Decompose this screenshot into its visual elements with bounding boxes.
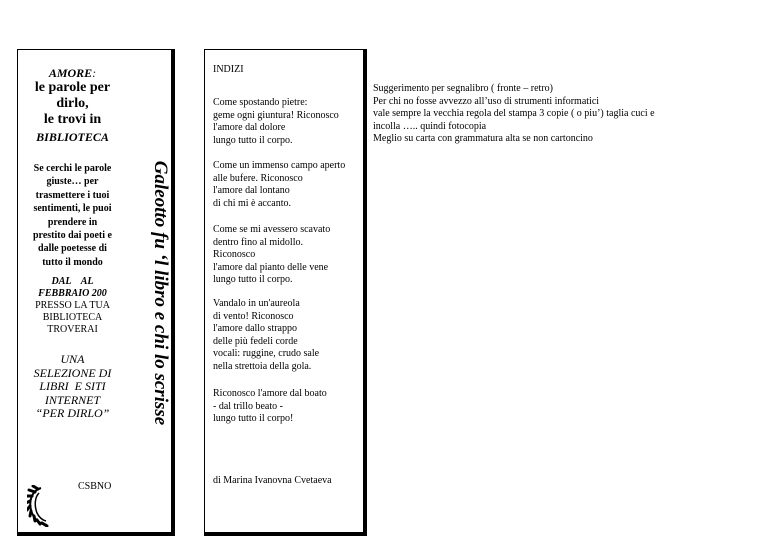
slogan-line: le parole per <box>34 80 111 95</box>
intro-text <box>20 162 125 269</box>
slogan-line: le trovi in <box>43 112 102 127</box>
poem-stanza <box>213 160 345 210</box>
intro-line: prestito dai poeti e <box>33 230 112 242</box>
amore-heading: AMORE: <box>48 66 97 80</box>
selection-line: LIBRI E SITI <box>39 379 106 393</box>
intro-line: trasmettere i tuoi <box>35 189 110 201</box>
instructions-text <box>373 83 655 146</box>
poem-line: l'amore dal pianto delle vene <box>213 261 329 273</box>
instruction-line: Per chi no fosse avvezzo all’uso di strumenti informatici <box>373 95 600 107</box>
intro-line: dalle poetesse di <box>38 243 107 255</box>
poem-line: geme ogni giuntura! Riconosco <box>213 109 339 121</box>
poem-line: di vento! Riconosco <box>213 310 294 322</box>
presso-text <box>20 300 125 336</box>
dates <box>20 276 125 300</box>
poem-line: Come spostando pietre: <box>213 97 308 108</box>
selection-line: SELEZIONE DI <box>33 365 112 380</box>
poem-line: vocali: ruggine, crudo sale <box>213 348 320 359</box>
slogan <box>20 80 125 128</box>
instruction-line: Meglio su carta con grammatura alta se non cartoncino <box>373 133 593 144</box>
poem-stanza <box>213 224 330 287</box>
dates-line: DAL AL <box>51 276 94 287</box>
poem-line: dentro fino al midollo. <box>213 236 303 248</box>
slogan-line: dirlo, <box>56 96 89 111</box>
dates-line: FEBBRAIO 200 <box>38 288 107 299</box>
intro-line: Se cerchi le parole <box>33 163 112 174</box>
csbno-label: CSBNO <box>78 481 112 492</box>
poem-line: nella strettoia della gola. <box>213 360 312 372</box>
poem-line: Come un immenso campo aperto <box>213 160 346 171</box>
poem-stanza <box>213 97 339 147</box>
poem-line: Riconosco <box>213 249 256 260</box>
poem-line: lungo tutto il corpo. <box>213 274 293 285</box>
selection-line: UNA <box>60 352 85 366</box>
intro-line: sentimenti, le puoi <box>33 203 112 215</box>
poem-stanza <box>213 388 327 426</box>
poem-line: Come se mi avessero scavato <box>213 224 331 235</box>
poem-line: delle più fedeli corde <box>213 335 298 347</box>
instruction-line: vale sempre la vecchia regola del stampa 3 copie ( o piu’) taglia cuci e <box>373 108 655 119</box>
poem-line: alle bufere. Riconosco <box>213 172 303 184</box>
poem-line: l'amore dal lontano <box>213 185 290 196</box>
intro-line: prendere in <box>47 216 98 228</box>
poem-line: di chi mi è accanto. <box>213 197 292 209</box>
vertical-title: Galeotto fu ‘l libro e chi lo scrisse <box>150 160 171 426</box>
poem-line: Riconosco l'amore dal boato <box>213 388 327 399</box>
poem-author: di Marina Ivanovna Cvetaeva <box>213 475 332 486</box>
poem-line: l'amore dallo strappo <box>213 323 297 334</box>
selection-line: “PER DIRLO” <box>35 406 110 420</box>
poem-stanza <box>213 298 319 373</box>
poem-line: l'amore dal dolore <box>213 122 286 133</box>
instruction-line: incolla ….. quindi fotocopia <box>373 120 487 132</box>
biblioteca-heading: BIBLIOTECA <box>36 130 109 144</box>
presso-line: PRESSO LA TUA <box>35 300 110 311</box>
indizi-heading: INDIZI <box>213 64 244 75</box>
poem-line: Vandalo in un'aureola <box>213 298 300 309</box>
presso-line: BIBLIOTECA <box>42 312 103 323</box>
poem-line: lungo tutto il corpo. <box>213 134 293 146</box>
presso-line: TROVERAI <box>47 324 98 335</box>
instruction-line: Suggerimento per segnalibro ( fronte – retro) <box>373 83 553 94</box>
poem-line: - dal trillo beato - <box>213 400 283 412</box>
intro-line: giuste… per <box>46 176 99 188</box>
intro-line: tutto il mondo <box>42 256 103 268</box>
selection-text <box>20 353 125 421</box>
poem-line: lungo tutto il corpo! <box>213 413 294 424</box>
selection-line: INTERNET <box>44 392 101 407</box>
